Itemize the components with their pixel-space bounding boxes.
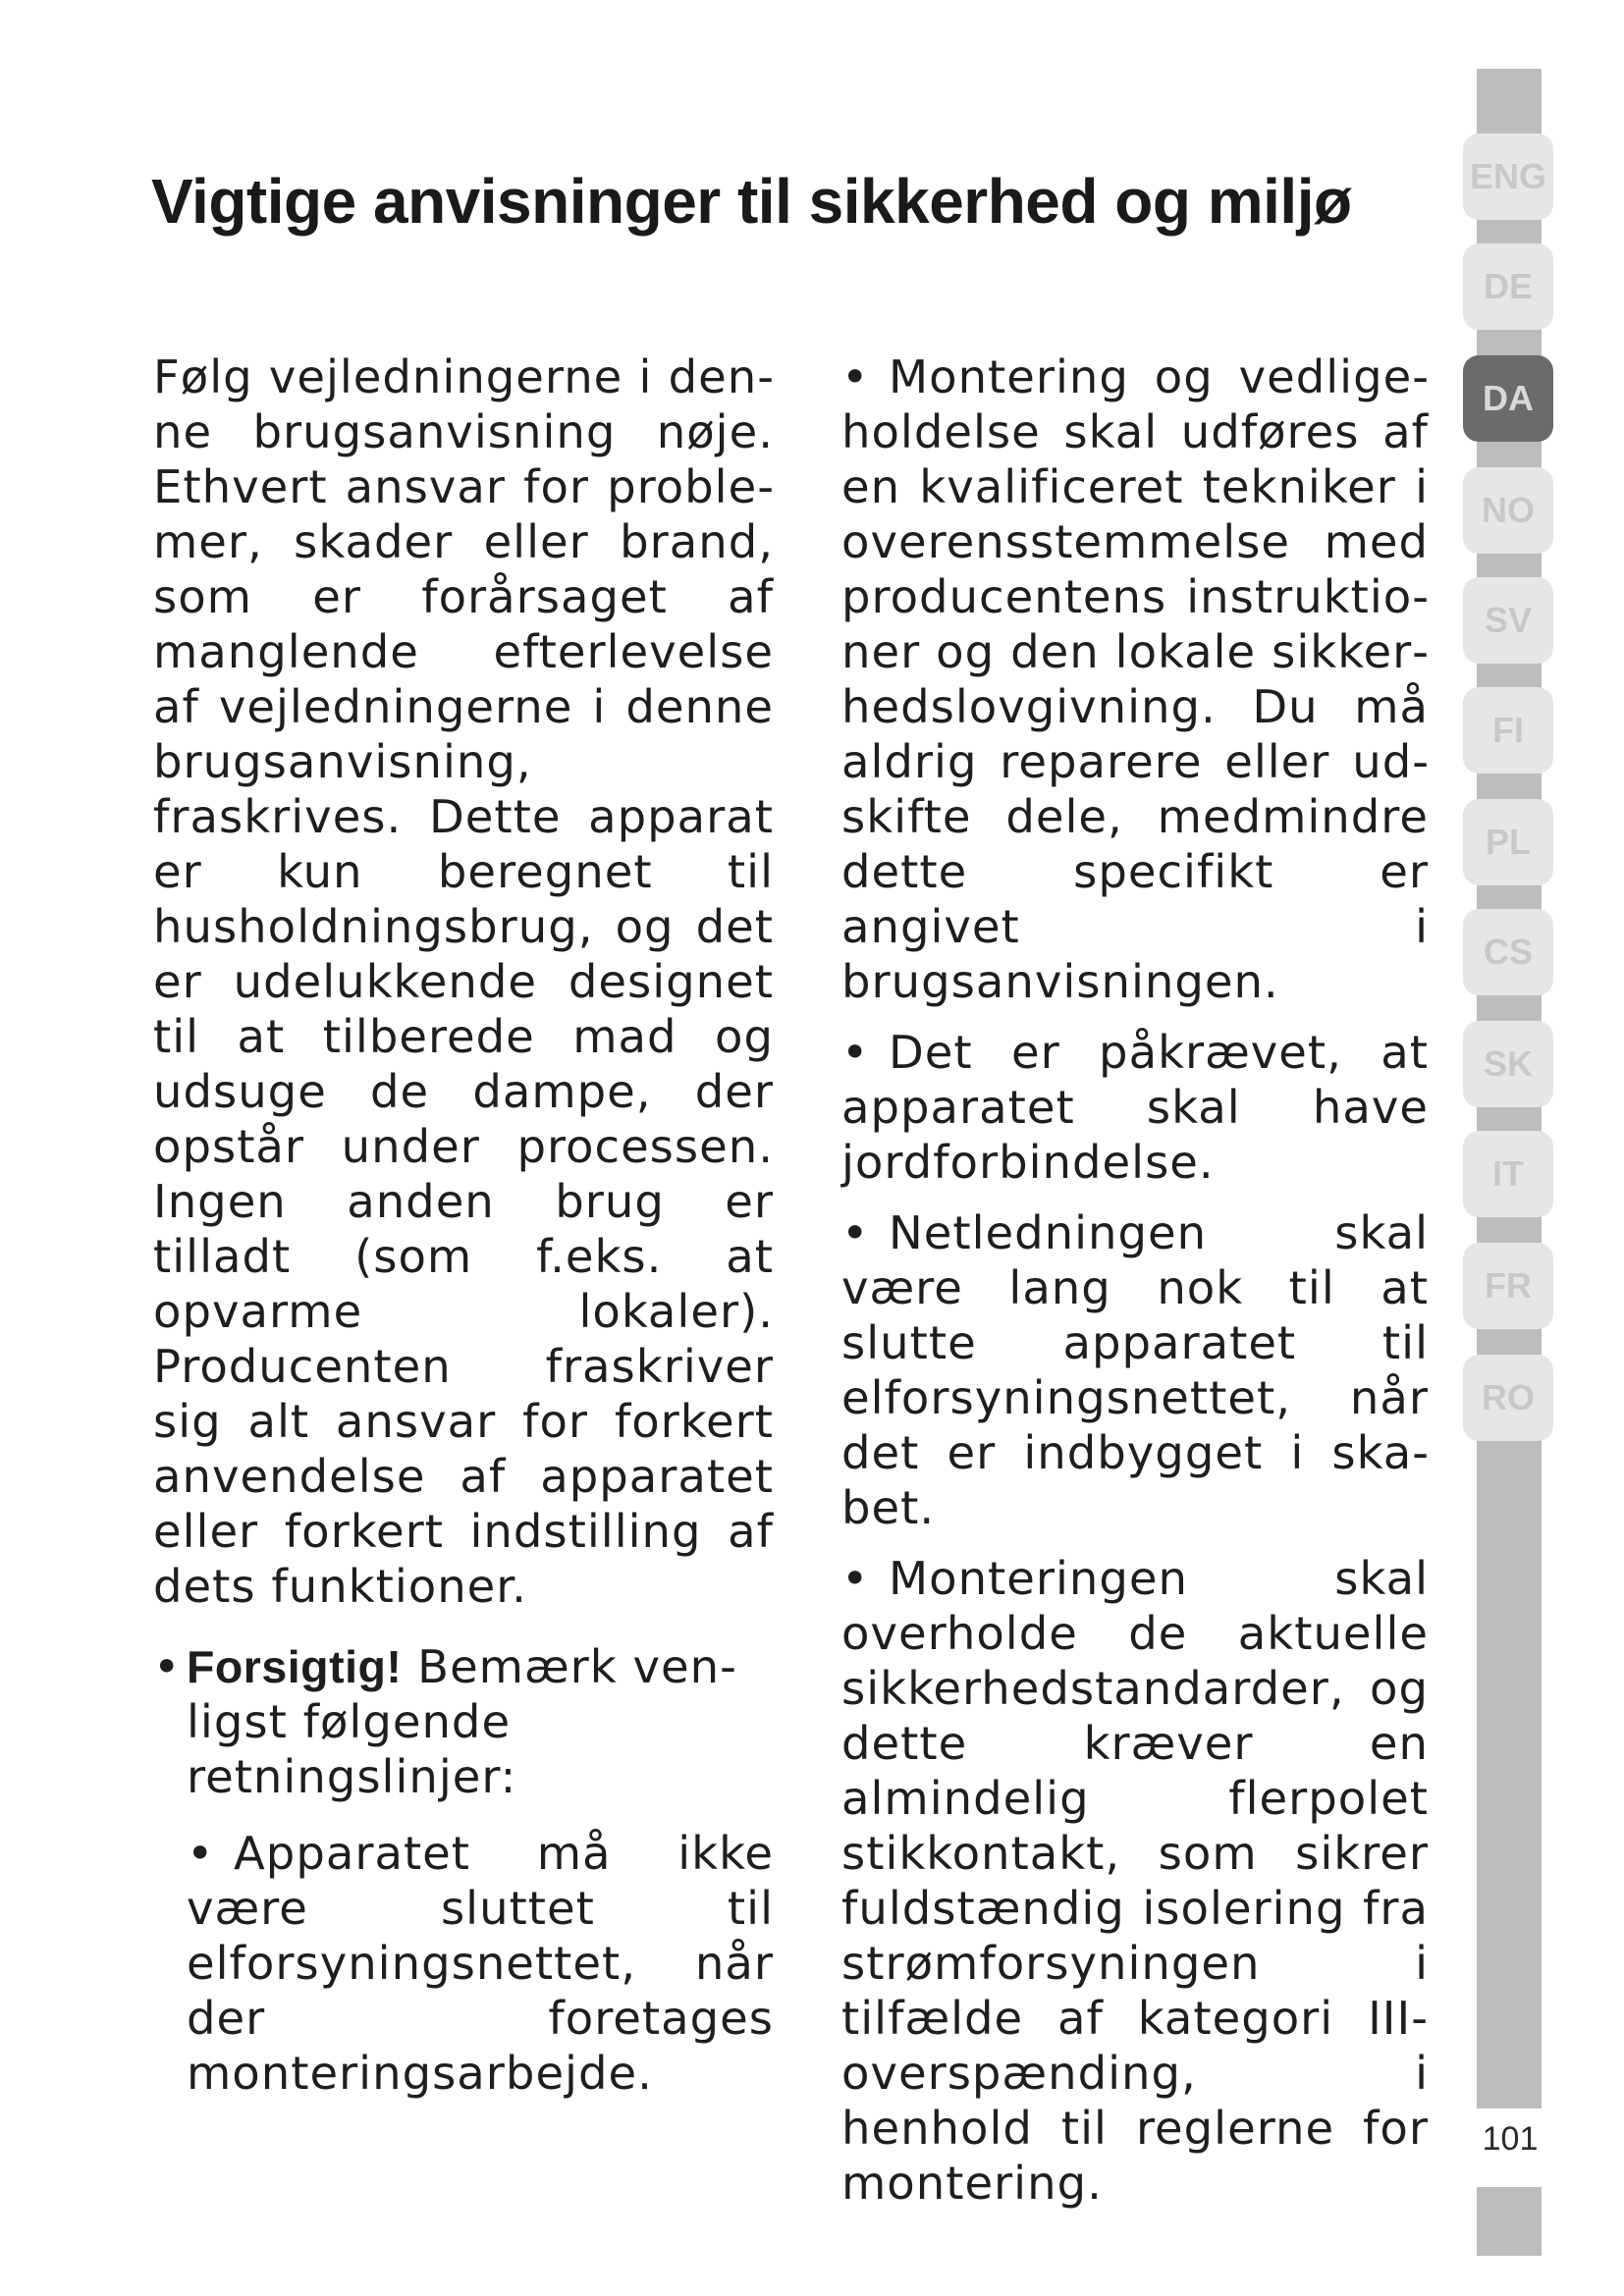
sub-bullet-item [187,1826,774,2101]
language-tab-de[interactable]: DE [1463,243,1553,330]
language-tab-sv[interactable]: SV [1463,577,1553,664]
language-tab-it[interactable]: IT [1463,1131,1553,1217]
right-column [841,349,1429,2226]
bullet-icon: • [841,1206,870,1259]
bullet-icon: • [187,1827,215,1880]
list-item-text: Monteringen skal overholde de aktuelle sikkerhedstandarder, og dette kræver en almindelig flerpolet stikkontakt, som sikrer fuldstændig isolering fra strømforsyningen i tilfælde af kategori III-overspænding, i henhold til reglerne for montering. [841,1552,1429,2210]
language-tab-da[interactable]: DA [1463,355,1553,442]
bullet-icon: • [153,1640,182,1693]
list-item [841,1551,1429,2211]
bullet-icon: • [841,350,870,403]
list-item-text: Montering og vedligeholdelse skal udføres af en kvalificeret tekniker i overensstemmelse med producentens instruktioner og den lokale sikkerhedslovgivning. Du må aldrig reparere eller udskifte dele, medmindre dette specifikt er angivet i brugsanvisningen. [841,350,1429,1008]
list-item [841,1025,1429,1190]
list-item-text: Netledningen skal være lang nok til at slutte apparatet til elforsyningsnettet, når det er indbygget i skabet. [841,1206,1429,1534]
list-item [841,349,1429,1009]
sub-bullet-text: Apparatet må ikke være sluttet til elforsyningsnettet, når der foretages monteringsarbejde. [187,1827,774,2100]
bullet-icon: • [841,1552,870,1605]
bullet-icon: • [841,1026,870,1079]
language-tab-fr[interactable]: FR [1463,1243,1553,1329]
list-item [841,1205,1429,1535]
left-column [153,349,774,2101]
caution-label: Forsigtig! [187,1641,403,1692]
language-tab-cs[interactable]: CS [1463,909,1553,995]
language-tab-fi[interactable]: FI [1463,687,1553,774]
language-tab-eng[interactable]: ENG [1463,133,1553,220]
page-number: 101 [1482,2120,1539,2158]
caution-item [153,1639,774,1804]
caution-text: Bemærk venligst følgende retningslinjer: [187,1640,736,1803]
list-item-text: Det er påkrævet, at apparatet skal have jordforbindelse. [841,1026,1429,1189]
language-tab-no[interactable]: NO [1463,467,1553,554]
intro-paragraph: Følg vejledningerne i denne brugsanvisning nøje. Ethvert ansvar for problemer, skader eller brand, som er forårsaget af manglende efterlevelse af vejledningerne i denne brugsanvisning, fraskrives. Dette apparat er kun beregnet til husholdningsbrug, og det er udelukkende designet til at tilberede mad og udsuge de dampe, der opstår under processen. Ingen anden brug er tilladt (som f.eks. at opvarme lokaler). Producenten fraskriver sig alt ansvar for forkert anvendelse af apparatet eller forkert indstilling af dets funktioner. [153,350,774,1613]
language-tab-sk[interactable]: SK [1463,1021,1553,1107]
language-tab-ro[interactable]: RO [1463,1355,1553,1441]
language-tab-pl[interactable]: PL [1463,799,1553,885]
language-strip-footer [1477,2187,1542,2256]
page-title: Vigtige anvisninger til sikkerhed og miljø [151,166,1352,237]
